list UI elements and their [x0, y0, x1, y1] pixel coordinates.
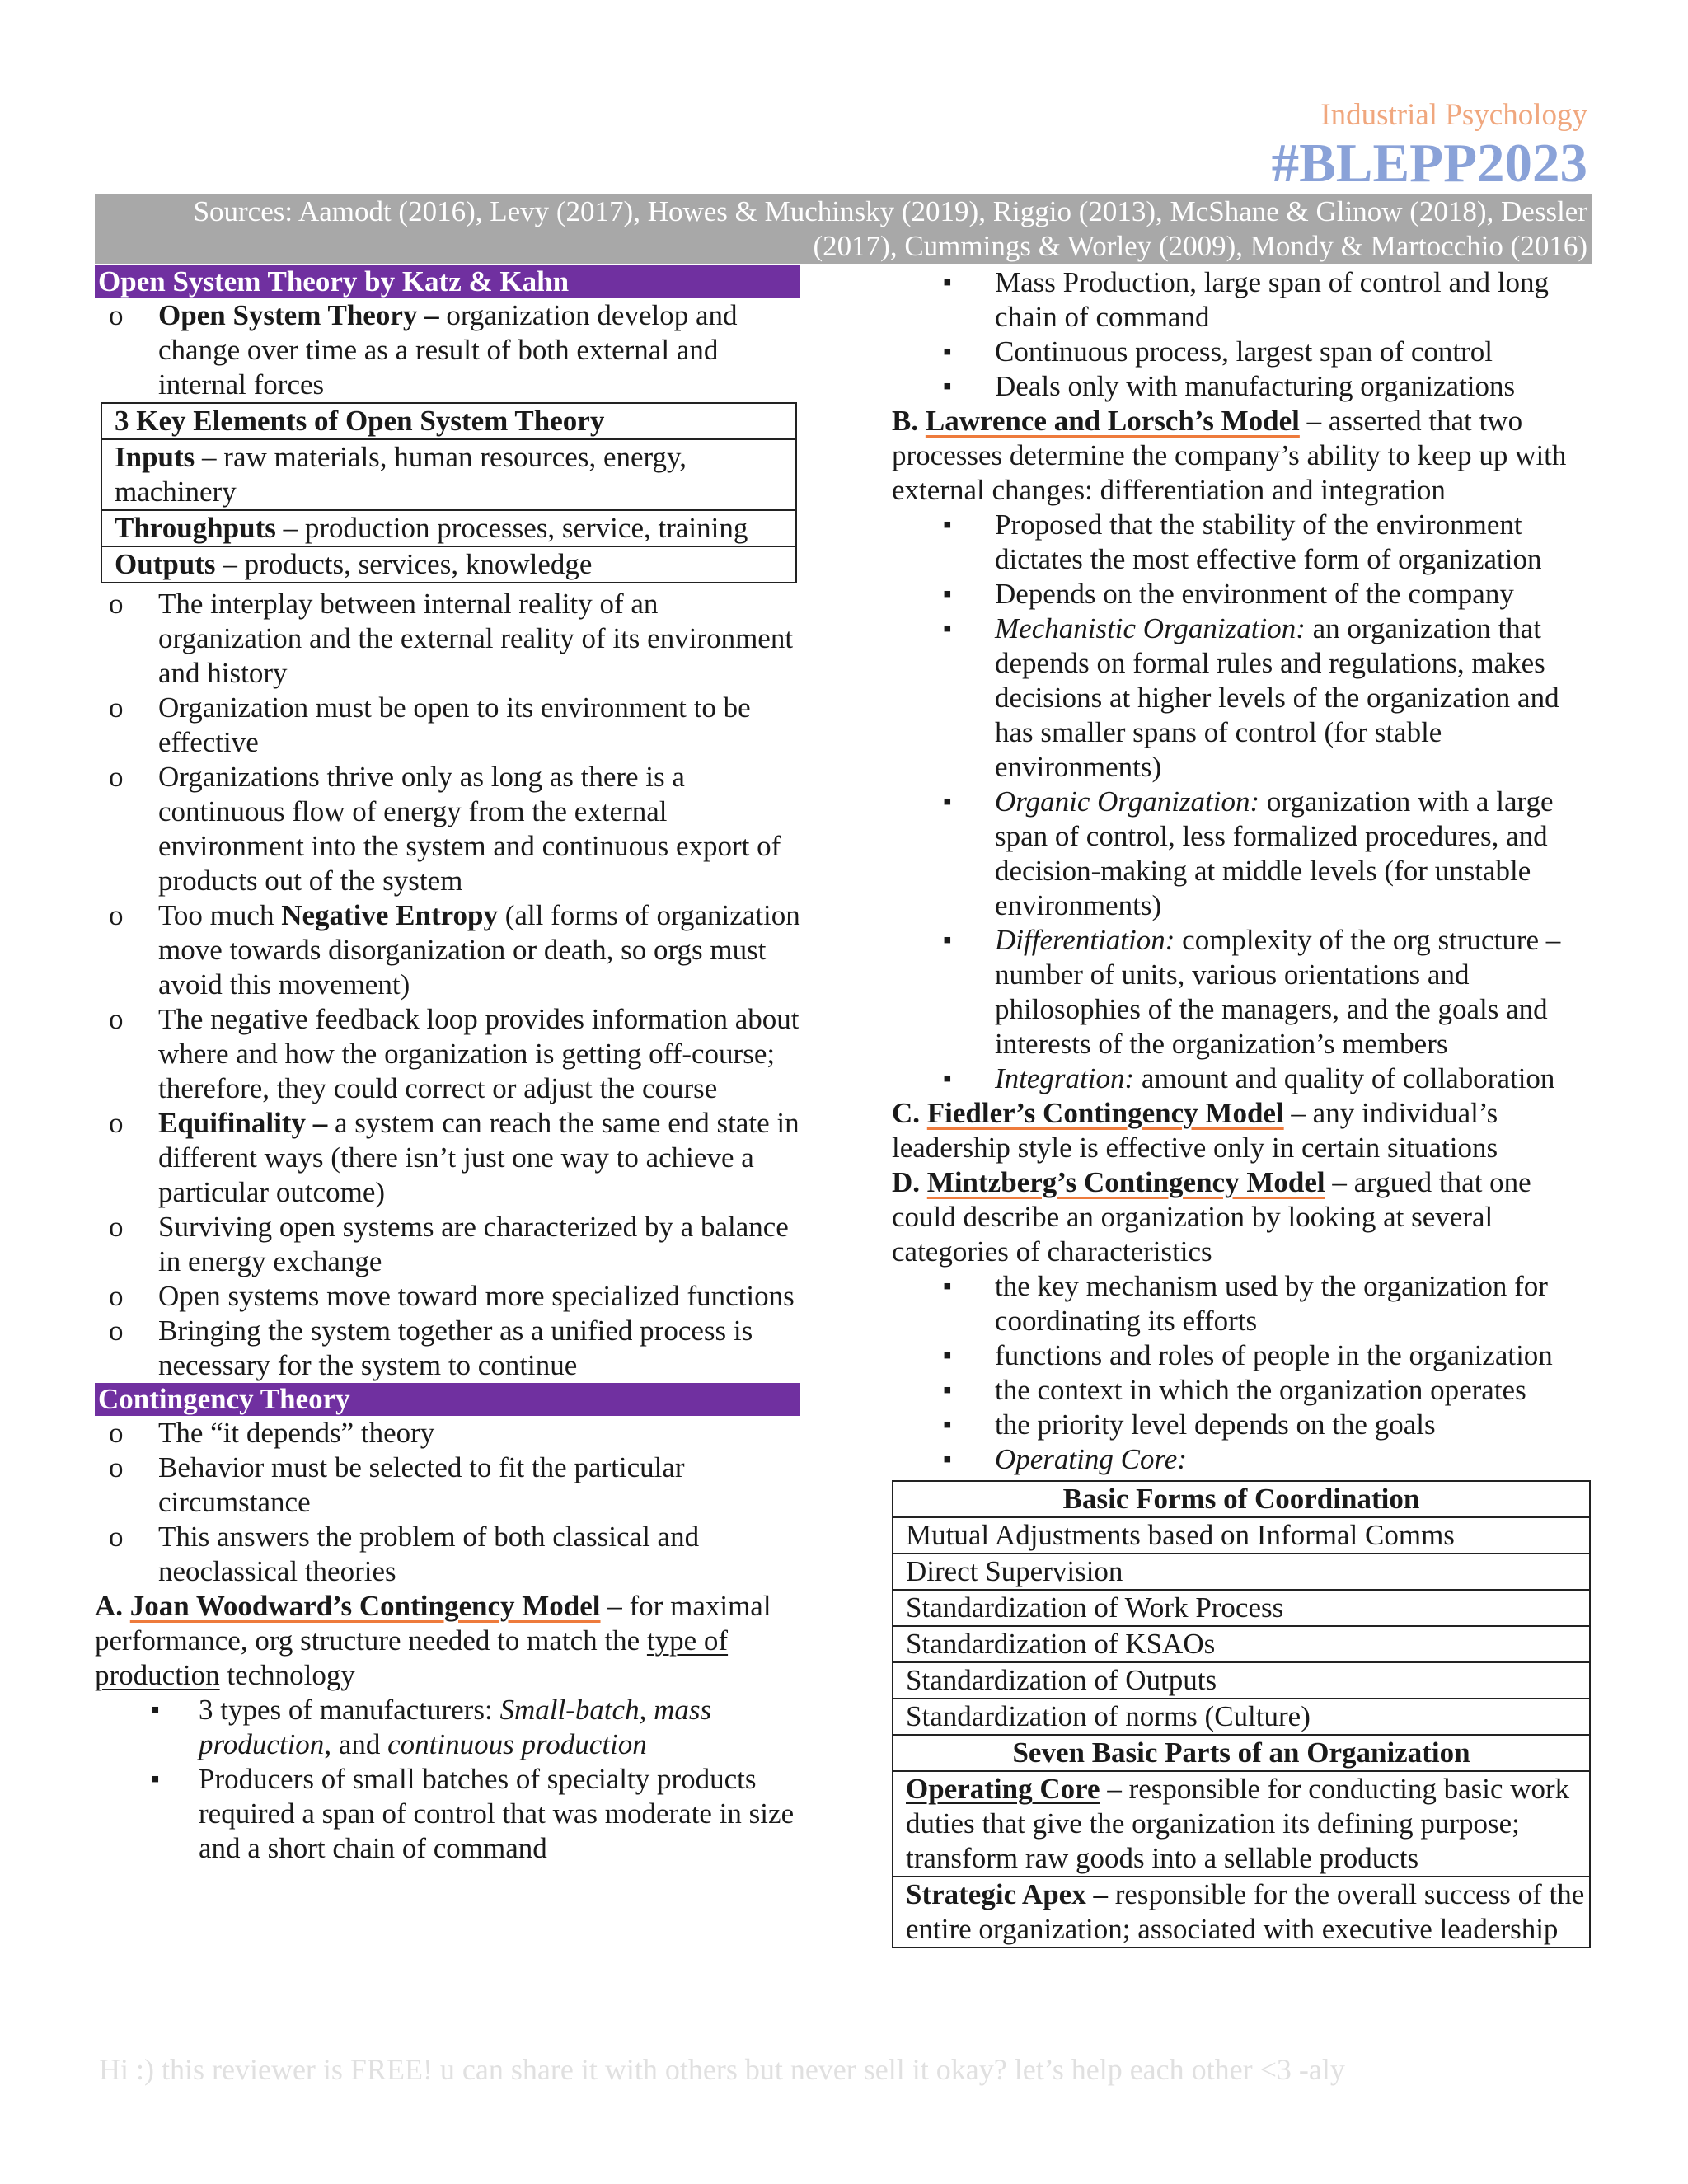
- table-row: Standardization of norms (Culture): [893, 1699, 1590, 1735]
- list-item: o Equifinality – a system can reach the same end state in different ways (there isn’t just one way to achieve a particular outcome): [95, 1106, 800, 1210]
- list-item: ▪ the context in which the organization operates: [892, 1373, 1592, 1408]
- list-item: o Open systems move toward more specialized functions: [95, 1279, 800, 1314]
- mintzberg-model-name: Mintzberg’s Contingency Model: [926, 1166, 1325, 1198]
- list-item: ▪ 3 types of manufacturers: Small-batch, mass production, and continuous production: [95, 1693, 800, 1762]
- list-item: ▪ Mass Production, large span of control and long chain of command: [892, 265, 1592, 335]
- header-tag: #BLEPP2023: [1271, 133, 1587, 194]
- table-row: Throughputs – production processes, service, training: [101, 510, 796, 546]
- table-row: Standardization of Outputs: [893, 1662, 1590, 1699]
- table-row: Outputs – products, services, knowledge: [101, 546, 796, 583]
- sources-line-2: (2017), Cummings & Worley (2009), Mondy & Martocchio (2016): [813, 230, 1587, 262]
- contingency-bullets: [95, 1416, 800, 1589]
- lawrence-lorsch-paragraph: B. Lawrence and Lorsch’s Model – asserted that two processes determine the company’s ability to keep up with external changes: differentiation and integration: [892, 405, 1567, 506]
- lawrence-lorsch-model-name: Lawrence and Lorsch’s Model: [925, 405, 1300, 437]
- list-item: o The interplay between internal reality of an organization and the external reality of its environment and history: [95, 587, 800, 691]
- open-system-definition-list: [95, 298, 800, 402]
- list-item: o Behavior must be selected to fit the particular circumstance: [95, 1451, 800, 1520]
- table-header: Basic Forms of Coordination: [893, 1481, 1590, 1517]
- definition: organization develop and change over time as a result of both external and internal forces: [158, 299, 738, 401]
- woodward-sub-bullets: [95, 1693, 800, 1866]
- list-item: ▪ Depends on the environment of the company: [892, 577, 1592, 612]
- table-header: 3 Key Elements of Open System Theory: [101, 403, 796, 439]
- list-item: o The “it depends” theory: [95, 1416, 800, 1451]
- right-column: [892, 265, 1592, 1948]
- key-elements-table: [101, 402, 797, 583]
- fiedler-paragraph: C. Fiedler’s Contingency Model – any individual’s leadership style is effective only in certain situations: [892, 1097, 1498, 1164]
- coordination-table: [892, 1480, 1591, 1948]
- list-item: ▪ Deals only with manufacturing organizations: [892, 369, 1592, 404]
- list-item: o The negative feedback loop provides information about where and how the organization is getting off-course; therefore, they could correct or adjust the course: [95, 1002, 800, 1106]
- sources-line-1: Sources: Aamodt (2016), Levy (2017), Howes & Muchinsky (2019), Riggio (2013), McShane & Glinow (2018), Dessler: [193, 195, 1587, 227]
- list-item: ▪ Operating Core:: [892, 1442, 1592, 1477]
- section-header-contingency: Contingency Theory: [95, 1383, 800, 1416]
- woodward-paragraph: A. Joan Woodward’s Contingency Model – for maximal performance, org structure needed to match the type of production technology: [95, 1590, 771, 1691]
- lawrence-lorsch-sub-bullets: [892, 508, 1592, 1096]
- list-item: o Organizations thrive only as long as there is a continuous flow of energy from the external environment into the system and continuous export of products out of the system: [95, 760, 800, 898]
- table-row: Mutual Adjustments based on Informal Comms: [893, 1517, 1590, 1554]
- table-header: Seven Basic Parts of an Organization: [893, 1735, 1590, 1771]
- list-item: ▪ Integration: amount and quality of collaboration: [892, 1062, 1592, 1096]
- term: Open System Theory –: [158, 299, 439, 331]
- mintzberg-paragraph: D. Mintzberg’s Contingency Model – argued that one could describe an organization by looking at several categories of characteristics: [892, 1166, 1531, 1268]
- open-system-bullets: [95, 587, 800, 1383]
- list-item: ▪ Producers of small batches of specialty products required a span of control that was moderate in size and a short chain of command: [95, 1762, 800, 1866]
- list-item: o Organization must be open to its environment to be effective: [95, 691, 800, 760]
- footer-note: Hi :) this reviewer is FREE! u can share it with others but never sell it okay? let’s help each other <3 -aly: [99, 2053, 1345, 2086]
- list-item: o Bringing the system together as a unified process is necessary for the system to continue: [95, 1314, 800, 1383]
- list-item: ▪ Organic Organization: organization with a large span of control, less formalized procedures, and decision-making at middle levels (for unstable environments): [892, 785, 1592, 923]
- list-item: o Surviving open systems are characterized by a balance in energy exchange: [95, 1210, 800, 1279]
- list-item: [95, 298, 800, 402]
- list-item: ▪ the priority level depends on the goals: [892, 1408, 1592, 1442]
- section-header-open-system: Open System Theory by Katz & Kahn: [95, 265, 800, 298]
- mintzberg-sub-bullets: [892, 1269, 1592, 1477]
- woodward-model-name: Joan Woodward’s Contingency Model: [129, 1590, 601, 1622]
- list-item: ▪ Mechanistic Organization: an organization that depends on formal rules and regulations, makes decisions at higher levels of the organization and has smaller spans of control (for stable environments): [892, 612, 1592, 785]
- table-row: Strategic Apex – responsible for the overall success of the entire organization; associated with executive leadership: [893, 1877, 1590, 1947]
- table-row: Direct Supervision: [893, 1554, 1590, 1590]
- left-column: [95, 265, 800, 1866]
- list-item: o Too much Negative Entropy (all forms of organization move towards disorganization or death, so orgs must avoid this movement): [95, 898, 800, 1002]
- fiedler-model-name: Fiedler’s Contingency Model: [926, 1097, 1284, 1129]
- list-item: ▪ the key mechanism used by the organization for coordinating its efforts: [892, 1269, 1592, 1338]
- table-row: Inputs – raw materials, human resources, energy, machinery: [101, 439, 796, 510]
- list-item: ▪ Continuous process, largest span of control: [892, 335, 1592, 369]
- list-item: o This answers the problem of both classical and neoclassical theories: [95, 1520, 800, 1589]
- woodward-sub-bullets-continued: [892, 265, 1592, 404]
- list-item: ▪ Differentiation: complexity of the org structure – number of units, various orientations and philosophies of the managers, and the goals and interests of the organization’s members: [892, 923, 1592, 1062]
- table-row: Operating Core – responsible for conducting basic work duties that give the organization its defining purpose; transform raw goods into a sellable products: [893, 1771, 1590, 1877]
- list-item: ▪ Proposed that the stability of the environment dictates the most effective form of organization: [892, 508, 1592, 577]
- sources-banner: [95, 194, 1592, 264]
- table-row: Standardization of KSAOs: [893, 1626, 1590, 1662]
- table-row: Standardization of Work Process: [893, 1590, 1590, 1626]
- header-subject: Industrial Psychology: [1320, 98, 1587, 132]
- list-item: ▪ functions and roles of people in the organization: [892, 1338, 1592, 1373]
